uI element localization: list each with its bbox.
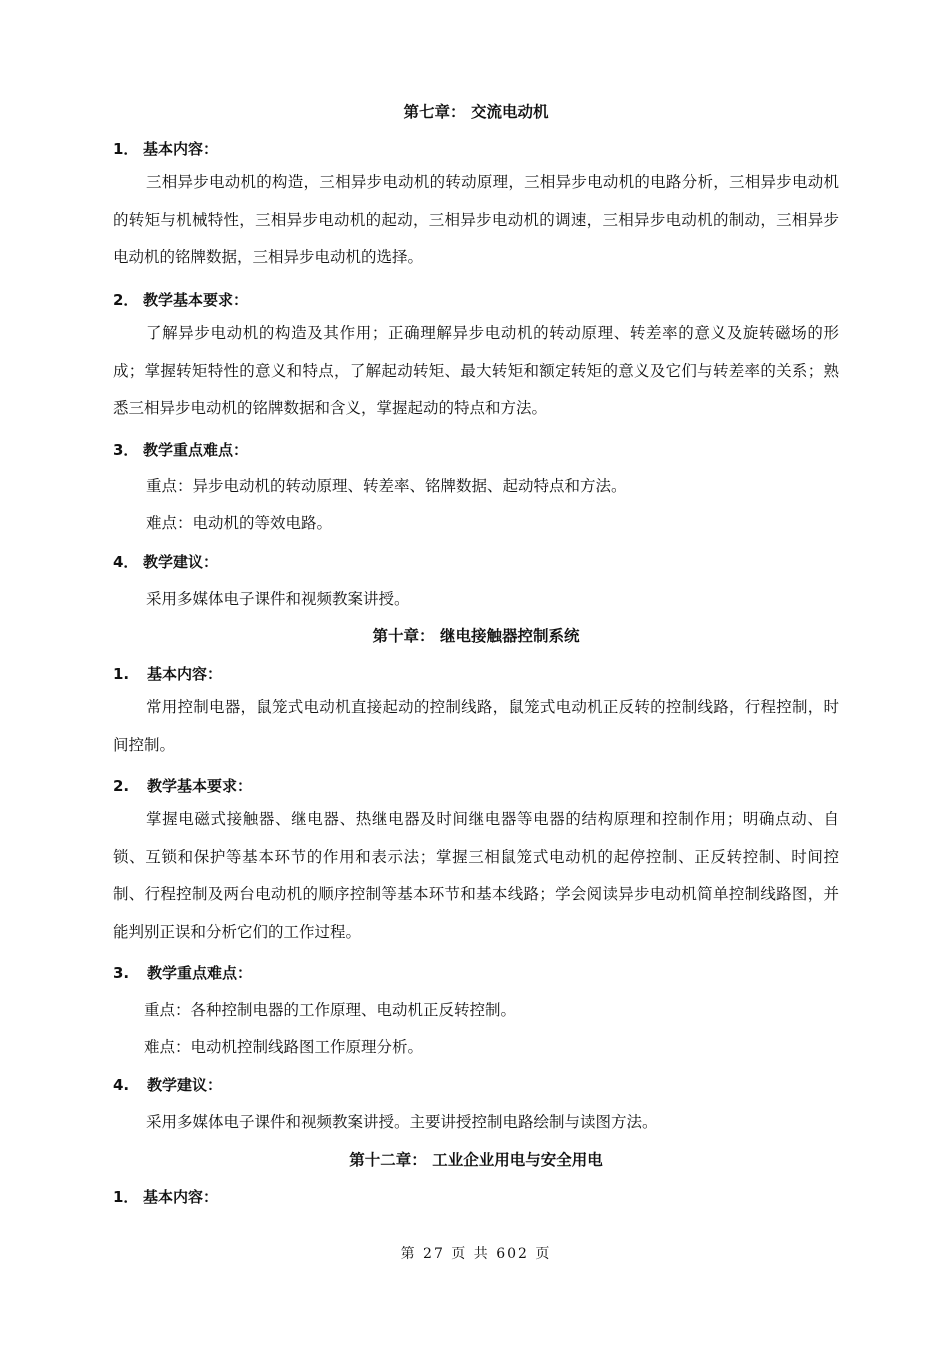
section-heading-text: 基本内容：: [143, 1188, 219, 1206]
section-number: 2．: [113, 291, 139, 309]
section-number: 1．: [113, 1188, 139, 1206]
chapter7-basic-content: 三相异步电动机的构造，三相异步电动机的转动原理，三相异步电动机的电路分析，三相异步电动机的转矩与机械特性，三相异步电动机的起动，三相异步电动机的调速，三相异步电动机的制动，三相异步电动机的铭牌数据，三相异步电动机的选择。: [113, 173, 839, 266]
section-heading-text: 教学建议：: [143, 553, 219, 571]
chapter7-difficulties: 难点：电动机的等效电路。: [146, 514, 333, 532]
chapter7-key-points: 重点：异步电动机的转动原理、转差率、铭牌数据、起动特点和方法。: [146, 477, 627, 495]
chapter10-teaching-suggestion: 采用多媒体电子课件和视频教案讲授。主要讲授控制电路绘制与读图方法。: [146, 1113, 658, 1131]
chapter7-teaching-suggestion: 采用多媒体电子课件和视频教案讲授。: [146, 590, 410, 608]
section-number: 1.: [113, 665, 130, 683]
page-number-footer: 第 27 页 共 602 页: [400, 1246, 552, 1262]
chapter7-section3-heading: [113, 439, 248, 460]
section-number: 2.: [113, 777, 130, 795]
section-heading-text: 基本内容：: [147, 665, 223, 683]
chapter10-title: 第十章： 继电接触器控制系统: [372, 627, 580, 645]
chapter10-difficulties: 难点：电动机控制线路图工作原理分析。: [144, 1038, 424, 1056]
chapter7-section2-heading: [113, 289, 248, 310]
chapter10-basic-content: 常用控制电器，鼠笼式电动机直接起动的控制线路，鼠笼式电动机正反转的控制线路，行程控制，时间控制。: [113, 698, 839, 754]
chapter12-title: 第十二章： 工业企业用电与安全用电: [349, 1151, 603, 1169]
chapter10-section2-heading: [113, 775, 252, 796]
section-heading-text: 教学重点难点：: [143, 441, 249, 459]
chapter7-teaching-requirements: 了解异步电动机的构造及其作用；正确理解异步电动机的转动原理、转差率的意义及旋转磁场的形成；掌握转矩特性的意义和特点，了解起动转矩、最大转矩和额定转矩的意义及它们与转差率的关系；熟悉三相异步电动机的铭牌数据和含义，掌握起动的特点和方法。: [113, 324, 839, 417]
section-number: 4.: [113, 1076, 130, 1094]
chapter7-title: 第七章： 交流电动机: [403, 103, 549, 121]
chapter7-section1-heading: [113, 138, 218, 159]
section-number: 3．: [113, 441, 139, 459]
section-heading-text: 教学基本要求：: [147, 777, 253, 795]
section-heading-text: 基本内容：: [143, 140, 219, 158]
chapter7-section4-heading: [113, 551, 218, 572]
section-number: 1．: [113, 140, 139, 158]
section-heading-text: 教学重点难点：: [147, 964, 253, 982]
chapter10-teaching-requirements: 掌握电磁式接触器、继电器、热继电器及时间继电器等电器的结构原理和控制作用；明确点动、自锁、互锁和保护等基本环节的作用和表示法；掌握三相鼠笼式电动机的起停控制、正反转控制、时间控制、行程控制及两台电动机的顺序控制等基本环节和基本线路；学会阅读异步电动机简单控制线路图，并能判别正误和分析它们的工作过程。: [113, 810, 839, 941]
chapter10-key-points: 重点：各种控制电器的工作原理、电动机正反转控制。: [144, 1001, 517, 1019]
section-number: 4．: [113, 553, 139, 571]
section-heading-text: 教学基本要求：: [143, 291, 249, 309]
chapter10-section3-heading: [113, 962, 252, 983]
chapter10-section4-heading: [113, 1074, 222, 1095]
section-heading-text: 教学建议：: [147, 1076, 223, 1094]
chapter10-section1-heading: [113, 663, 222, 684]
section-number: 3.: [113, 964, 130, 982]
chapter12-section1-heading: [113, 1186, 218, 1207]
